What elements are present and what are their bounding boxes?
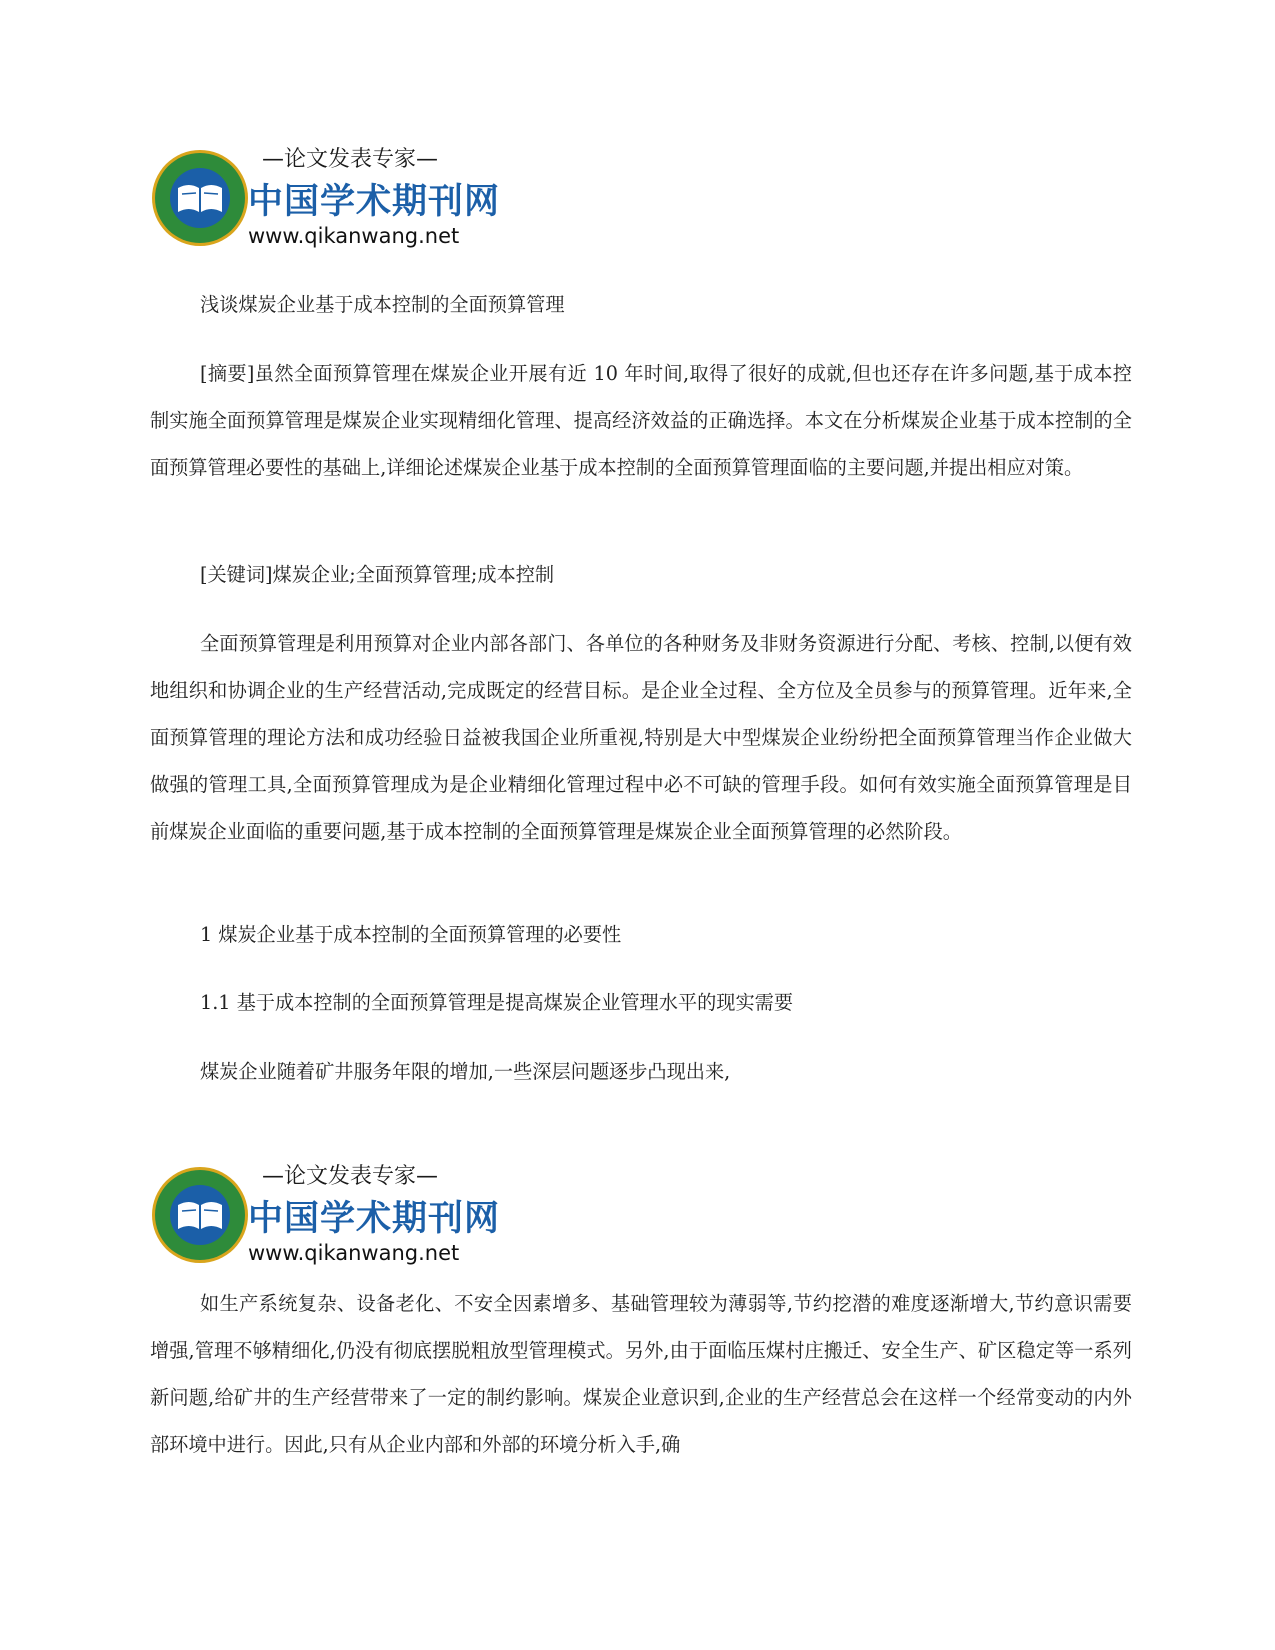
logo-brand: 中国学术期刊网 [248,182,501,222]
site-logo-repeat [150,1157,501,1277]
book-seal-icon [150,148,250,248]
section-heading-1-1: 1.1 基于成本控制的全面预算管理是提高煤炭企业管理水平的现实需要 [200,991,794,1014]
book-seal-icon [150,1165,250,1265]
paragraph-start: 煤炭企业随着矿井服务年限的增加,一些深层问题逐步凸现出来, [200,1060,731,1083]
keywords: [关键词]煤炭企业;全面预算管理;成本控制 [200,563,555,586]
logo-brand: 中国学术期刊网 [248,1199,501,1239]
site-logo [150,140,501,260]
logo-url: www.qikanwang.net [248,1241,460,1265]
logo-slogan: —论文发表专家— [262,1164,439,1189]
logo-slogan: —论文发表专家— [262,147,439,172]
section-heading-1: 1 煤炭企业基于成本控制的全面预算管理的必要性 [200,923,622,946]
paragraph-continued: 如生产系统复杂、设备老化、不安全因素增多、基础管理较为薄弱等,节约挖潜的难度逐渐增大,节约意识需要增强,管理不够精细化,仍没有彻底摆脱粗放型管理模式。另外,由于面临压煤村庄搬迁、安全生产、矿区稳定等一系列新问题,给矿井的生产经营带来了一定的制约影响。煤炭企业意识到,企业的生产经营总会在这样一个经常变动的内外部环境中进行。因此,只有从企业内部和外部的环境分析入手,确 [150,1292,1132,1456]
article-title: 浅谈煤炭企业基于成本控制的全面预算管理 [200,293,565,316]
abstract: [摘要]虽然全面预算管理在煤炭企业开展有近 10 年时间,取得了很好的成就,但也还存在许多问题,基于成本控制实施全面预算管理是煤炭企业实现精细化管理、提高经济效益的正确选择。本文在分析煤炭企业基于成本控制的全面预算管理必要性的基础上,详细论述煤炭企业基于成本控制的全面预算管理面临的主要问题,并提出相应对策。 [150,362,1132,479]
intro-paragraph: 全面预算管理是利用预算对企业内部各部门、各单位的各种财务及非财务资源进行分配、考核、控制,以便有效地组织和协调企业的生产经营活动,完成既定的经营目标。是企业全过程、全方位及全员参与的预算管理。近年来,全面预算管理的理论方法和成功经验日益被我国企业所重视,特别是大中型煤炭企业纷纷把全面预算管理当作企业做大做强的管理工具,全面预算管理成为是企业精细化管理过程中必不可缺的管理手段。如何有效实施全面预算管理是目前煤炭企业面临的重要问题,基于成本控制的全面预算管理是煤炭企业全面预算管理的必然阶段。 [150,632,1132,843]
logo-url: www.qikanwang.net [248,224,460,248]
